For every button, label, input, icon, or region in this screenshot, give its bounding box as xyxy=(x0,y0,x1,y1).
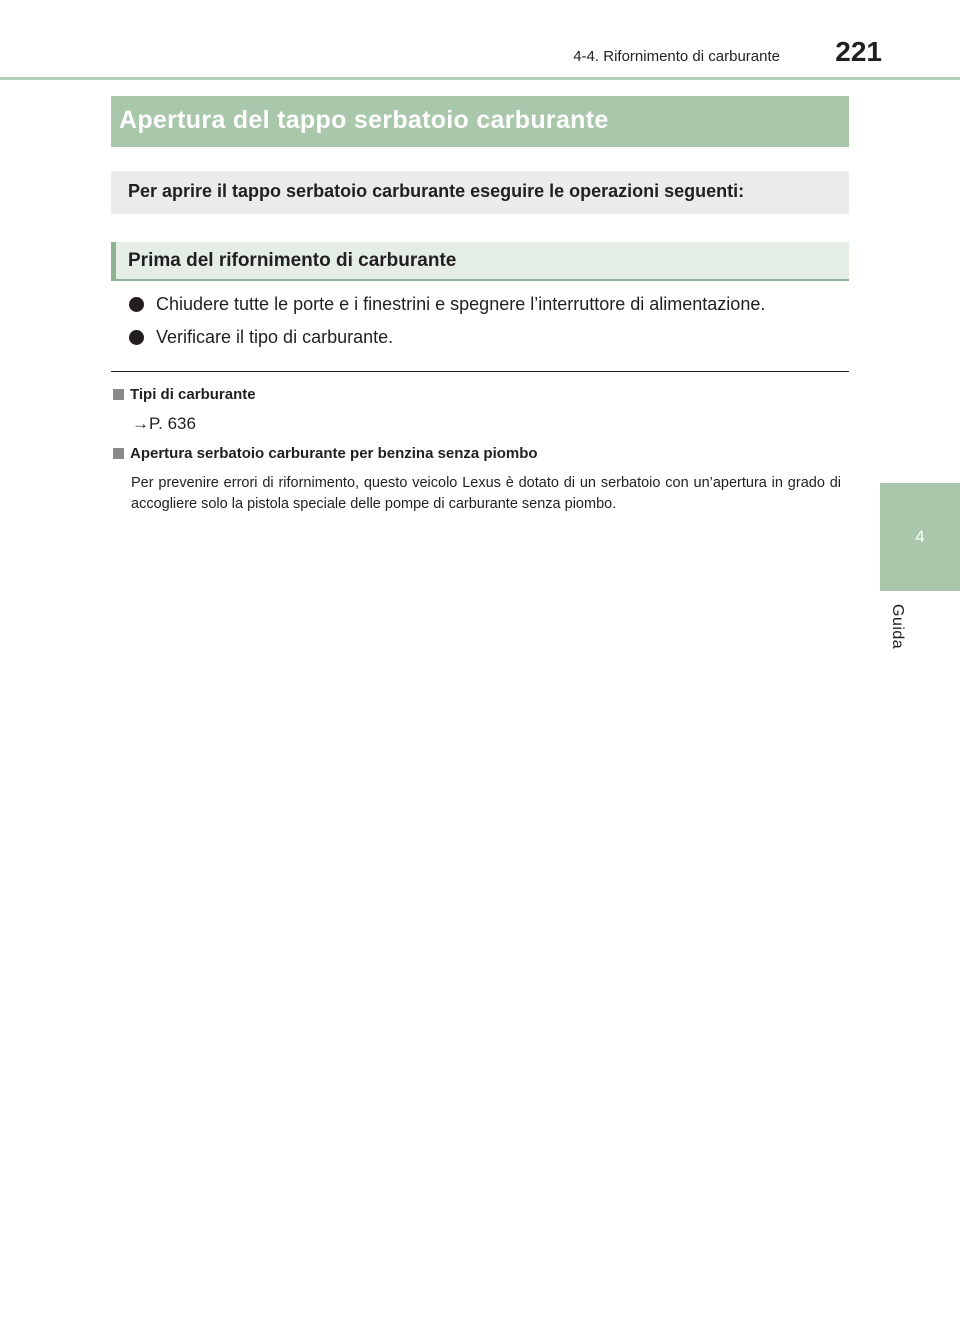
intro-box xyxy=(111,171,849,214)
bullet-text: Chiudere tutte le porte e i finestrini e spegnere l’interruttore di alimentazione. xyxy=(156,294,766,314)
square-bullet-icon xyxy=(113,448,124,459)
square-bullet-icon xyxy=(113,389,124,400)
page-number: 221 xyxy=(835,36,882,67)
page-reference: →P. 636 xyxy=(132,414,196,433)
header-divider xyxy=(0,77,960,80)
chapter-label-container xyxy=(889,604,920,664)
bullet-text: Verificare il tipo di carburante. xyxy=(156,327,394,347)
section-title-bar xyxy=(111,96,849,147)
note-heading-text: Apertura serbatoio carburante per benzina senza piombo xyxy=(130,445,538,462)
subsection-title: Prima del rifornimento di carburante xyxy=(128,250,457,271)
chapter-tab xyxy=(880,483,960,591)
intro-text: Per aprire il tappo serbatoio carburante eseguire le operazioni seguenti: xyxy=(128,181,745,201)
bullet-dot-icon xyxy=(129,330,144,345)
section-divider xyxy=(111,371,849,372)
chapter-number: 4 xyxy=(915,527,925,546)
subsection-title-bar xyxy=(111,242,849,281)
note-body: Per prevenire errori di rifornimento, questo veicolo Lexus è dotato di un serbatoio con un’apertura in grado di accogliere solo la pistola speciale delle pompe di carburante senza piombo. xyxy=(131,475,841,512)
chapter-label: Guida xyxy=(889,604,906,650)
bullet-item xyxy=(127,294,765,315)
bullet-dot-icon xyxy=(129,297,144,312)
bullet-item xyxy=(127,327,393,348)
header-section-title: 4-4. Rifornimento di carburante xyxy=(573,48,780,65)
note-heading-text: Tipi di carburante xyxy=(130,386,256,403)
section-title: Apertura del tappo serbatoio carburante xyxy=(119,106,609,134)
subsection-accent xyxy=(111,242,116,279)
note-heading xyxy=(113,445,538,462)
note-heading xyxy=(113,386,256,403)
